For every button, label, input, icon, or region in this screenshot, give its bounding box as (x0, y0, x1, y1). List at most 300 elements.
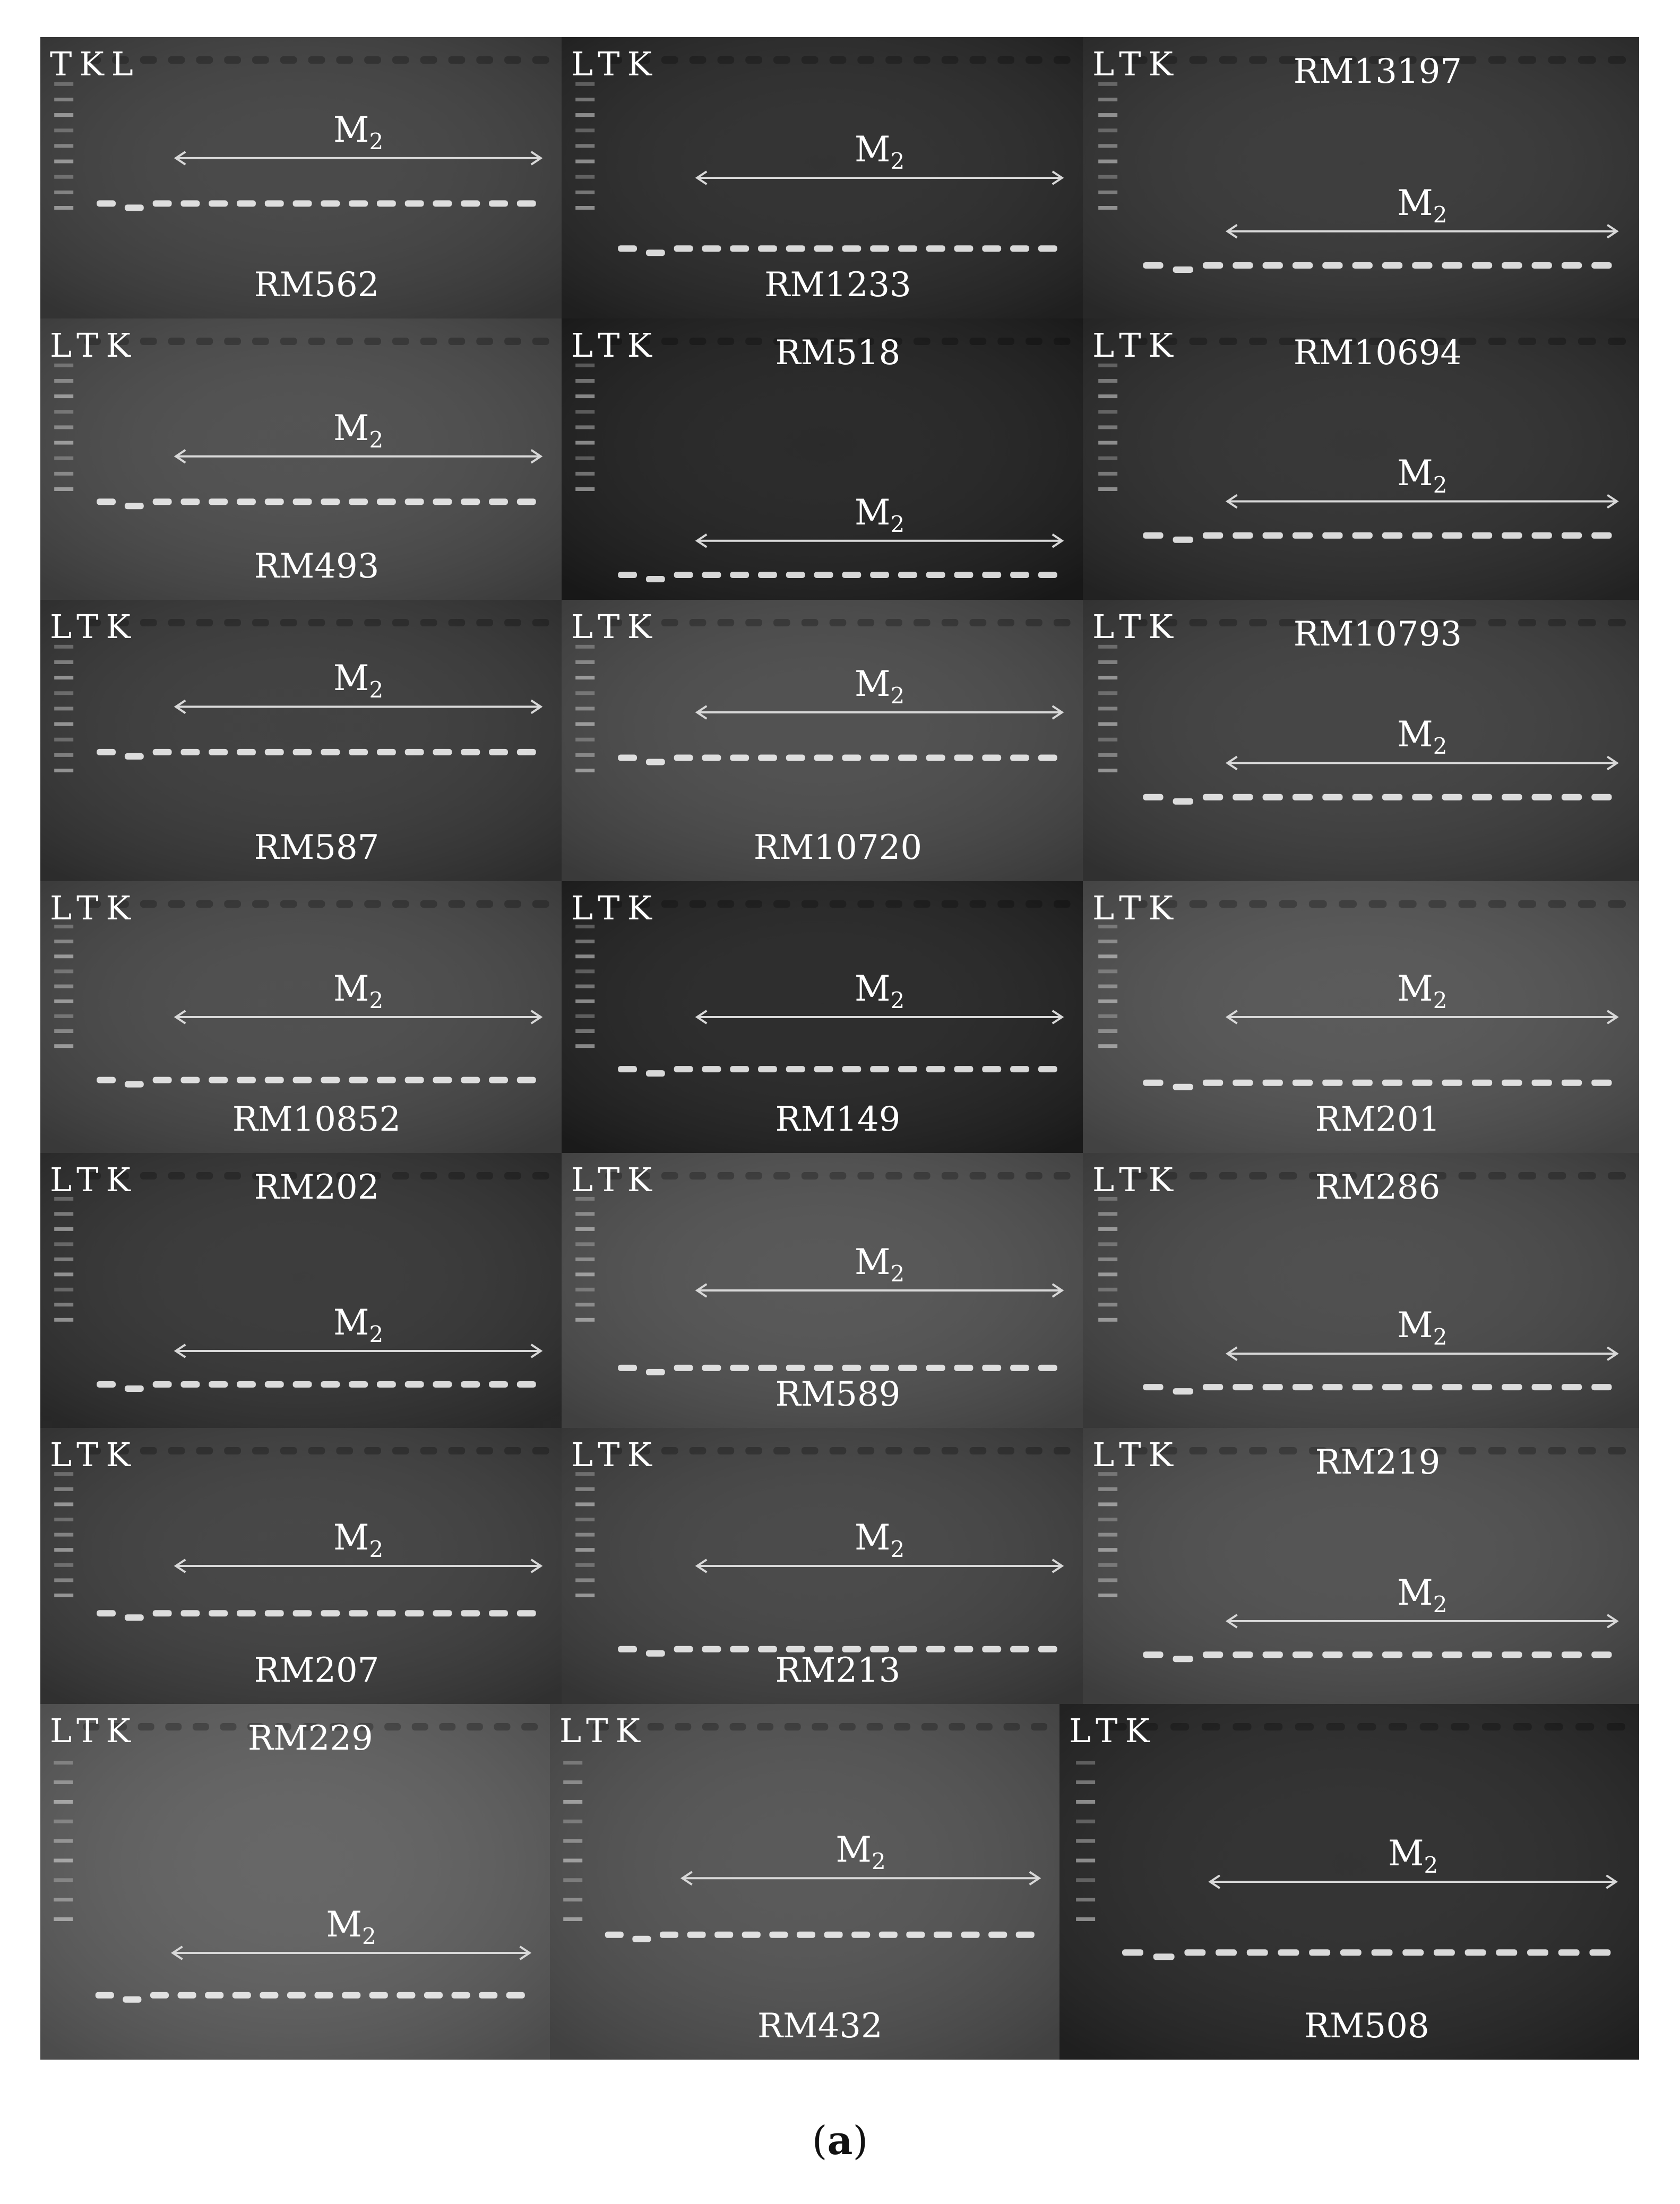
dna-band (1153, 1953, 1175, 1960)
ladder-band (1098, 1318, 1117, 1322)
ladder-band (1098, 457, 1117, 460)
dna-band (730, 1646, 749, 1652)
dna-band (1203, 1384, 1223, 1390)
dna-band (1173, 1084, 1193, 1090)
gel-well (690, 900, 707, 908)
gel-row (40, 881, 1639, 1153)
dna-band (349, 1381, 368, 1388)
dna-band (97, 749, 116, 755)
dna-band (397, 1992, 415, 1999)
ladder-band (54, 738, 73, 742)
m2-subscript: 2 (369, 987, 384, 1014)
gel-well (1219, 1447, 1237, 1454)
dna-band (1472, 1651, 1492, 1658)
ladder-band (575, 1594, 595, 1597)
gel-well (914, 1447, 931, 1454)
gel-well (420, 619, 437, 626)
ladder-band (1098, 394, 1117, 398)
ladder-band (54, 1594, 73, 1597)
m2-subscript: 2 (1433, 1324, 1448, 1350)
dna-band (405, 1381, 424, 1388)
dna-band (926, 1646, 945, 1652)
gel-well (280, 338, 297, 345)
dna-band (433, 498, 452, 505)
dna-band (517, 1610, 536, 1616)
gel-well (1459, 900, 1477, 908)
dna-band (814, 755, 833, 761)
gel-well (224, 56, 241, 64)
gel-well (1578, 1172, 1596, 1180)
gel-well (1482, 1723, 1501, 1731)
ladder-band (1098, 1533, 1117, 1537)
gel-well (494, 1723, 511, 1731)
ladder-band (54, 1303, 73, 1306)
gel-well (830, 900, 847, 908)
dna-band (1382, 1384, 1402, 1390)
dna-band (125, 503, 144, 509)
dna-band (1382, 532, 1402, 539)
ladder-band (1098, 1272, 1117, 1276)
dna-band (209, 1077, 228, 1083)
m2-subscript: 2 (1424, 1852, 1438, 1879)
marker-label: RM587 (254, 828, 380, 867)
dna-band (1263, 262, 1283, 269)
gel-well (280, 1447, 297, 1454)
dna-band (646, 1070, 665, 1077)
gel-well (1608, 1447, 1626, 1454)
gel-well (1518, 338, 1536, 345)
dna-band (461, 1077, 480, 1083)
dna-band (349, 1077, 368, 1083)
gel-well (839, 1723, 856, 1731)
ladder-band (54, 175, 73, 179)
ladder-band (54, 1533, 73, 1537)
dna-band (1247, 1949, 1268, 1956)
dna-band (1434, 1949, 1455, 1956)
dna-band (433, 1381, 452, 1388)
dna-band (452, 1992, 470, 1999)
ladder-band (54, 969, 73, 973)
dna-band (1532, 1384, 1552, 1390)
dna-band (237, 200, 256, 206)
gel-well (392, 619, 409, 626)
gel-well (476, 338, 493, 345)
dna-band (180, 1381, 200, 1388)
ladder-band (575, 738, 595, 742)
dna-band (321, 498, 340, 505)
ladder-band (575, 1212, 595, 1216)
ladder-band (54, 1044, 73, 1048)
ladder-band (1098, 113, 1117, 117)
gel-well (773, 56, 790, 64)
dna-band (879, 1932, 898, 1938)
gel-well (1170, 1723, 1189, 1731)
ladder-band (575, 457, 595, 460)
dna-band (1532, 1080, 1552, 1086)
marker-label: RM13197 (1293, 52, 1462, 91)
dna-band (1203, 1080, 1223, 1086)
dna-band (1412, 262, 1432, 269)
lane-labels: LTK (1092, 45, 1181, 83)
m2-letter: M (854, 664, 891, 704)
ladder-band (1098, 707, 1117, 710)
dna-band (1352, 794, 1373, 800)
m2-subscript: 2 (1433, 471, 1448, 498)
dna-band (260, 1992, 278, 1999)
m2-subscript: 2 (890, 511, 905, 537)
dna-band (342, 1992, 360, 1999)
ladder-band (1098, 753, 1117, 757)
dna-band (1472, 794, 1492, 800)
m2-label (855, 1242, 904, 1287)
ladder-band (563, 1761, 582, 1764)
ladder-band (54, 940, 73, 943)
gel-well (1026, 1447, 1043, 1454)
gel-well (1548, 338, 1566, 345)
ladder-band (575, 1548, 595, 1552)
gel-well (1488, 619, 1506, 626)
ladder-band (54, 472, 73, 476)
m2-label (333, 658, 383, 703)
marker-label: RM10694 (1293, 333, 1462, 373)
gel-well (449, 56, 466, 64)
gel-well (140, 1447, 157, 1454)
ladder-band (1098, 1303, 1117, 1306)
dna-band (1412, 1651, 1432, 1658)
dna-band (1010, 1066, 1029, 1072)
ladder-band (54, 722, 73, 726)
dna-band (702, 1646, 721, 1652)
dna-band (742, 1932, 761, 1938)
ladder-band (54, 1800, 73, 1804)
ladder-band (54, 691, 73, 695)
dna-band (730, 755, 749, 761)
gel-well (773, 1447, 790, 1454)
m2-subscript: 2 (369, 426, 384, 453)
dna-band (730, 1365, 749, 1371)
dna-band (1502, 1384, 1522, 1390)
dna-band (1203, 262, 1223, 269)
m2-subscript: 2 (362, 1923, 376, 1950)
gel-panel (1083, 1153, 1639, 1428)
ladder-band (1098, 487, 1117, 491)
gel-well (717, 900, 734, 908)
ladder-band (54, 1761, 73, 1764)
gel-well (504, 1447, 521, 1454)
dna-band (1562, 1384, 1582, 1390)
gel-panel (550, 1704, 1059, 2060)
m2-letter: M (333, 658, 369, 699)
dna-band (125, 1081, 144, 1088)
dna-band (293, 1381, 312, 1388)
gel-well (364, 56, 381, 64)
ladder-band (54, 1548, 73, 1552)
dna-band (632, 1936, 651, 1942)
dna-band (405, 1610, 424, 1616)
dna-band (1591, 532, 1612, 539)
m2-letter: M (835, 1829, 872, 1871)
gel-row (40, 37, 1639, 318)
dna-band (1233, 262, 1253, 269)
dna-band (1122, 1949, 1143, 1956)
gel-well (252, 1447, 269, 1454)
dna-band (180, 1077, 200, 1083)
dna-band (433, 200, 452, 206)
gel-well (449, 900, 466, 908)
gel-well (532, 900, 549, 908)
dna-band (489, 200, 508, 206)
dna-band (1010, 755, 1029, 761)
ladder-band (54, 1272, 73, 1276)
gel-well (997, 619, 1014, 626)
gel-well (392, 1447, 409, 1454)
ladder-band (1098, 425, 1117, 429)
dna-band (982, 572, 1001, 578)
dna-band (377, 200, 396, 206)
ladder-band (54, 1563, 73, 1567)
gel-well (1518, 1447, 1536, 1454)
dna-band (97, 200, 116, 206)
m2-letter: M (1397, 182, 1433, 223)
gel-panel (40, 881, 562, 1153)
dna-band (618, 572, 637, 578)
ladder-band (1098, 676, 1117, 679)
dna-band (265, 749, 284, 755)
gel-well (745, 1172, 762, 1180)
gel-well (392, 56, 409, 64)
gel-well (220, 1723, 237, 1731)
gel-well (857, 900, 874, 908)
dna-band (1010, 1646, 1029, 1652)
m2-label (1397, 714, 1447, 759)
ladder-band (575, 394, 595, 398)
dna-band (1309, 1949, 1330, 1956)
dna-band (758, 245, 777, 252)
gel-well (1459, 1447, 1477, 1454)
dna-band (125, 1385, 144, 1392)
dna-band (209, 498, 228, 505)
dna-band (1010, 245, 1029, 252)
dna-band (265, 498, 284, 505)
lane-labels: LTK (1092, 326, 1181, 365)
ladder-band (575, 1518, 595, 1521)
dna-band (349, 749, 368, 755)
m2-subscript: 2 (890, 683, 905, 709)
ladder-band (563, 1858, 582, 1862)
lane-labels: LTK (571, 326, 659, 365)
dna-band (1402, 1949, 1424, 1956)
dna-band (758, 1646, 777, 1652)
gel-well (894, 1723, 910, 1731)
dna-band (1293, 262, 1313, 269)
m2-label (333, 408, 383, 453)
marker-label: RM1233 (764, 265, 911, 305)
gel-well (1202, 1723, 1220, 1731)
gel-well (1190, 1447, 1208, 1454)
ladder-band (563, 1878, 582, 1882)
dna-band (1143, 1651, 1163, 1658)
marker-label: RM10720 (753, 828, 923, 867)
gel-well (830, 56, 847, 64)
dna-band (814, 572, 833, 578)
dna-band (209, 1610, 228, 1616)
ladder-band (54, 1820, 73, 1823)
gel-well (1608, 56, 1626, 64)
ladder-band (575, 1272, 595, 1276)
ladder-band (575, 969, 595, 973)
ladder-band (575, 1000, 595, 1003)
dna-band (646, 759, 665, 765)
dna-band (898, 245, 917, 252)
gel-well (252, 56, 269, 64)
gel-row (40, 1704, 1639, 2060)
dna-band (517, 1077, 536, 1083)
m2-label (333, 1302, 383, 1347)
gel-well (867, 1723, 883, 1731)
dna-band (479, 1992, 497, 1999)
gel-well (942, 1172, 959, 1180)
caption-open-paren: ( (812, 2118, 828, 2164)
gel-well (140, 1172, 157, 1180)
dna-band (1591, 262, 1612, 269)
dna-band (1502, 794, 1522, 800)
lane-labels: LTK (1092, 1160, 1181, 1199)
gel-well (970, 56, 987, 64)
dna-band (1233, 532, 1253, 539)
ladder-band (1098, 441, 1117, 445)
ladder-band (575, 487, 595, 491)
m2-label (835, 1829, 885, 1874)
gel-well (476, 1447, 493, 1454)
ladder-band (575, 441, 595, 445)
ladder-band (54, 1014, 73, 1018)
ladder-band (1098, 379, 1117, 383)
ladder-band (1098, 738, 1117, 742)
dna-band (237, 1381, 256, 1388)
ladder-band (1098, 691, 1117, 695)
gel-well (1428, 900, 1446, 908)
dna-band (1322, 794, 1342, 800)
gel-well (308, 56, 325, 64)
dna-band (237, 498, 256, 505)
ladder-band (1098, 1563, 1117, 1567)
dna-band (153, 1381, 172, 1388)
dna-band (1233, 1384, 1253, 1390)
dna-band (842, 245, 861, 252)
marker-label: RM229 (247, 1719, 373, 1758)
gel-well (140, 619, 157, 626)
dna-band (489, 749, 508, 755)
gel-well (168, 619, 185, 626)
marker-label: RM286 (1315, 1168, 1441, 1207)
gel-well (504, 619, 521, 626)
ladder-band (1098, 969, 1117, 973)
m2-subscript: 2 (1433, 201, 1448, 228)
ladder-band (54, 410, 73, 414)
dna-band (660, 1932, 678, 1938)
dna-band (898, 1646, 917, 1652)
gel-panel (562, 600, 1083, 881)
lane-labels: TKL (50, 45, 141, 83)
dna-band (687, 1932, 706, 1938)
gel-panel (40, 1153, 562, 1428)
dna-band (1173, 1388, 1193, 1394)
dna-band (1173, 266, 1193, 273)
dna-band (1010, 1365, 1029, 1371)
gel-well (970, 338, 987, 345)
dna-band (618, 1365, 637, 1371)
ladder-band (1098, 206, 1117, 210)
gel-well (717, 338, 734, 345)
dna-band (1352, 532, 1373, 539)
m2-label (333, 1517, 383, 1562)
ladder-band (1098, 1502, 1117, 1506)
dna-band (517, 749, 536, 755)
dna-band (674, 1365, 693, 1371)
dna-band (646, 1369, 665, 1375)
gel-well (949, 1723, 965, 1731)
ladder-band (563, 1780, 582, 1784)
dna-band (1038, 245, 1057, 252)
gel-well (802, 619, 819, 626)
gel-panel (40, 318, 562, 600)
gel-well (942, 56, 959, 64)
gel-well (364, 338, 381, 345)
gel-well (1249, 56, 1267, 64)
dna-band (97, 1077, 116, 1083)
dna-band (814, 1066, 833, 1072)
dna-band (870, 245, 889, 252)
dna-band (646, 576, 665, 582)
gel-well (224, 1447, 241, 1454)
gel-well (745, 338, 762, 345)
dna-band (1203, 794, 1223, 800)
gel-well (885, 619, 902, 626)
ladder-band (54, 1227, 73, 1231)
dna-band (315, 1992, 333, 1999)
ladder-band (54, 1780, 73, 1784)
ladder-band (54, 707, 73, 710)
gel-well (308, 619, 325, 626)
dna-band (1038, 572, 1057, 578)
m2-letter: M (1388, 1833, 1424, 1874)
dna-band (1558, 1949, 1580, 1956)
dna-band (424, 1992, 443, 1999)
dna-band (906, 1932, 925, 1938)
gel-well (745, 56, 762, 64)
ladder-band (1098, 410, 1117, 414)
ladder-band (575, 707, 595, 710)
dna-band (209, 200, 228, 206)
ladder-band (575, 1029, 595, 1033)
dna-band (982, 1365, 1001, 1371)
dna-band (954, 1646, 973, 1652)
gel-well (1249, 338, 1267, 345)
ladder-band (1076, 1917, 1095, 1921)
dna-band (1472, 532, 1492, 539)
dna-band (769, 1932, 788, 1938)
gel-well (449, 1447, 466, 1454)
dna-band (293, 1077, 312, 1083)
marker-label: RM432 (757, 2007, 883, 2046)
marker-label: RM213 (775, 1651, 901, 1690)
ladder-band (575, 160, 595, 163)
gel-well (1190, 1172, 1208, 1180)
ladder-band (575, 722, 595, 726)
dna-band (433, 749, 452, 755)
lane-labels: LTK (50, 1160, 138, 1199)
gel-well (532, 619, 549, 626)
